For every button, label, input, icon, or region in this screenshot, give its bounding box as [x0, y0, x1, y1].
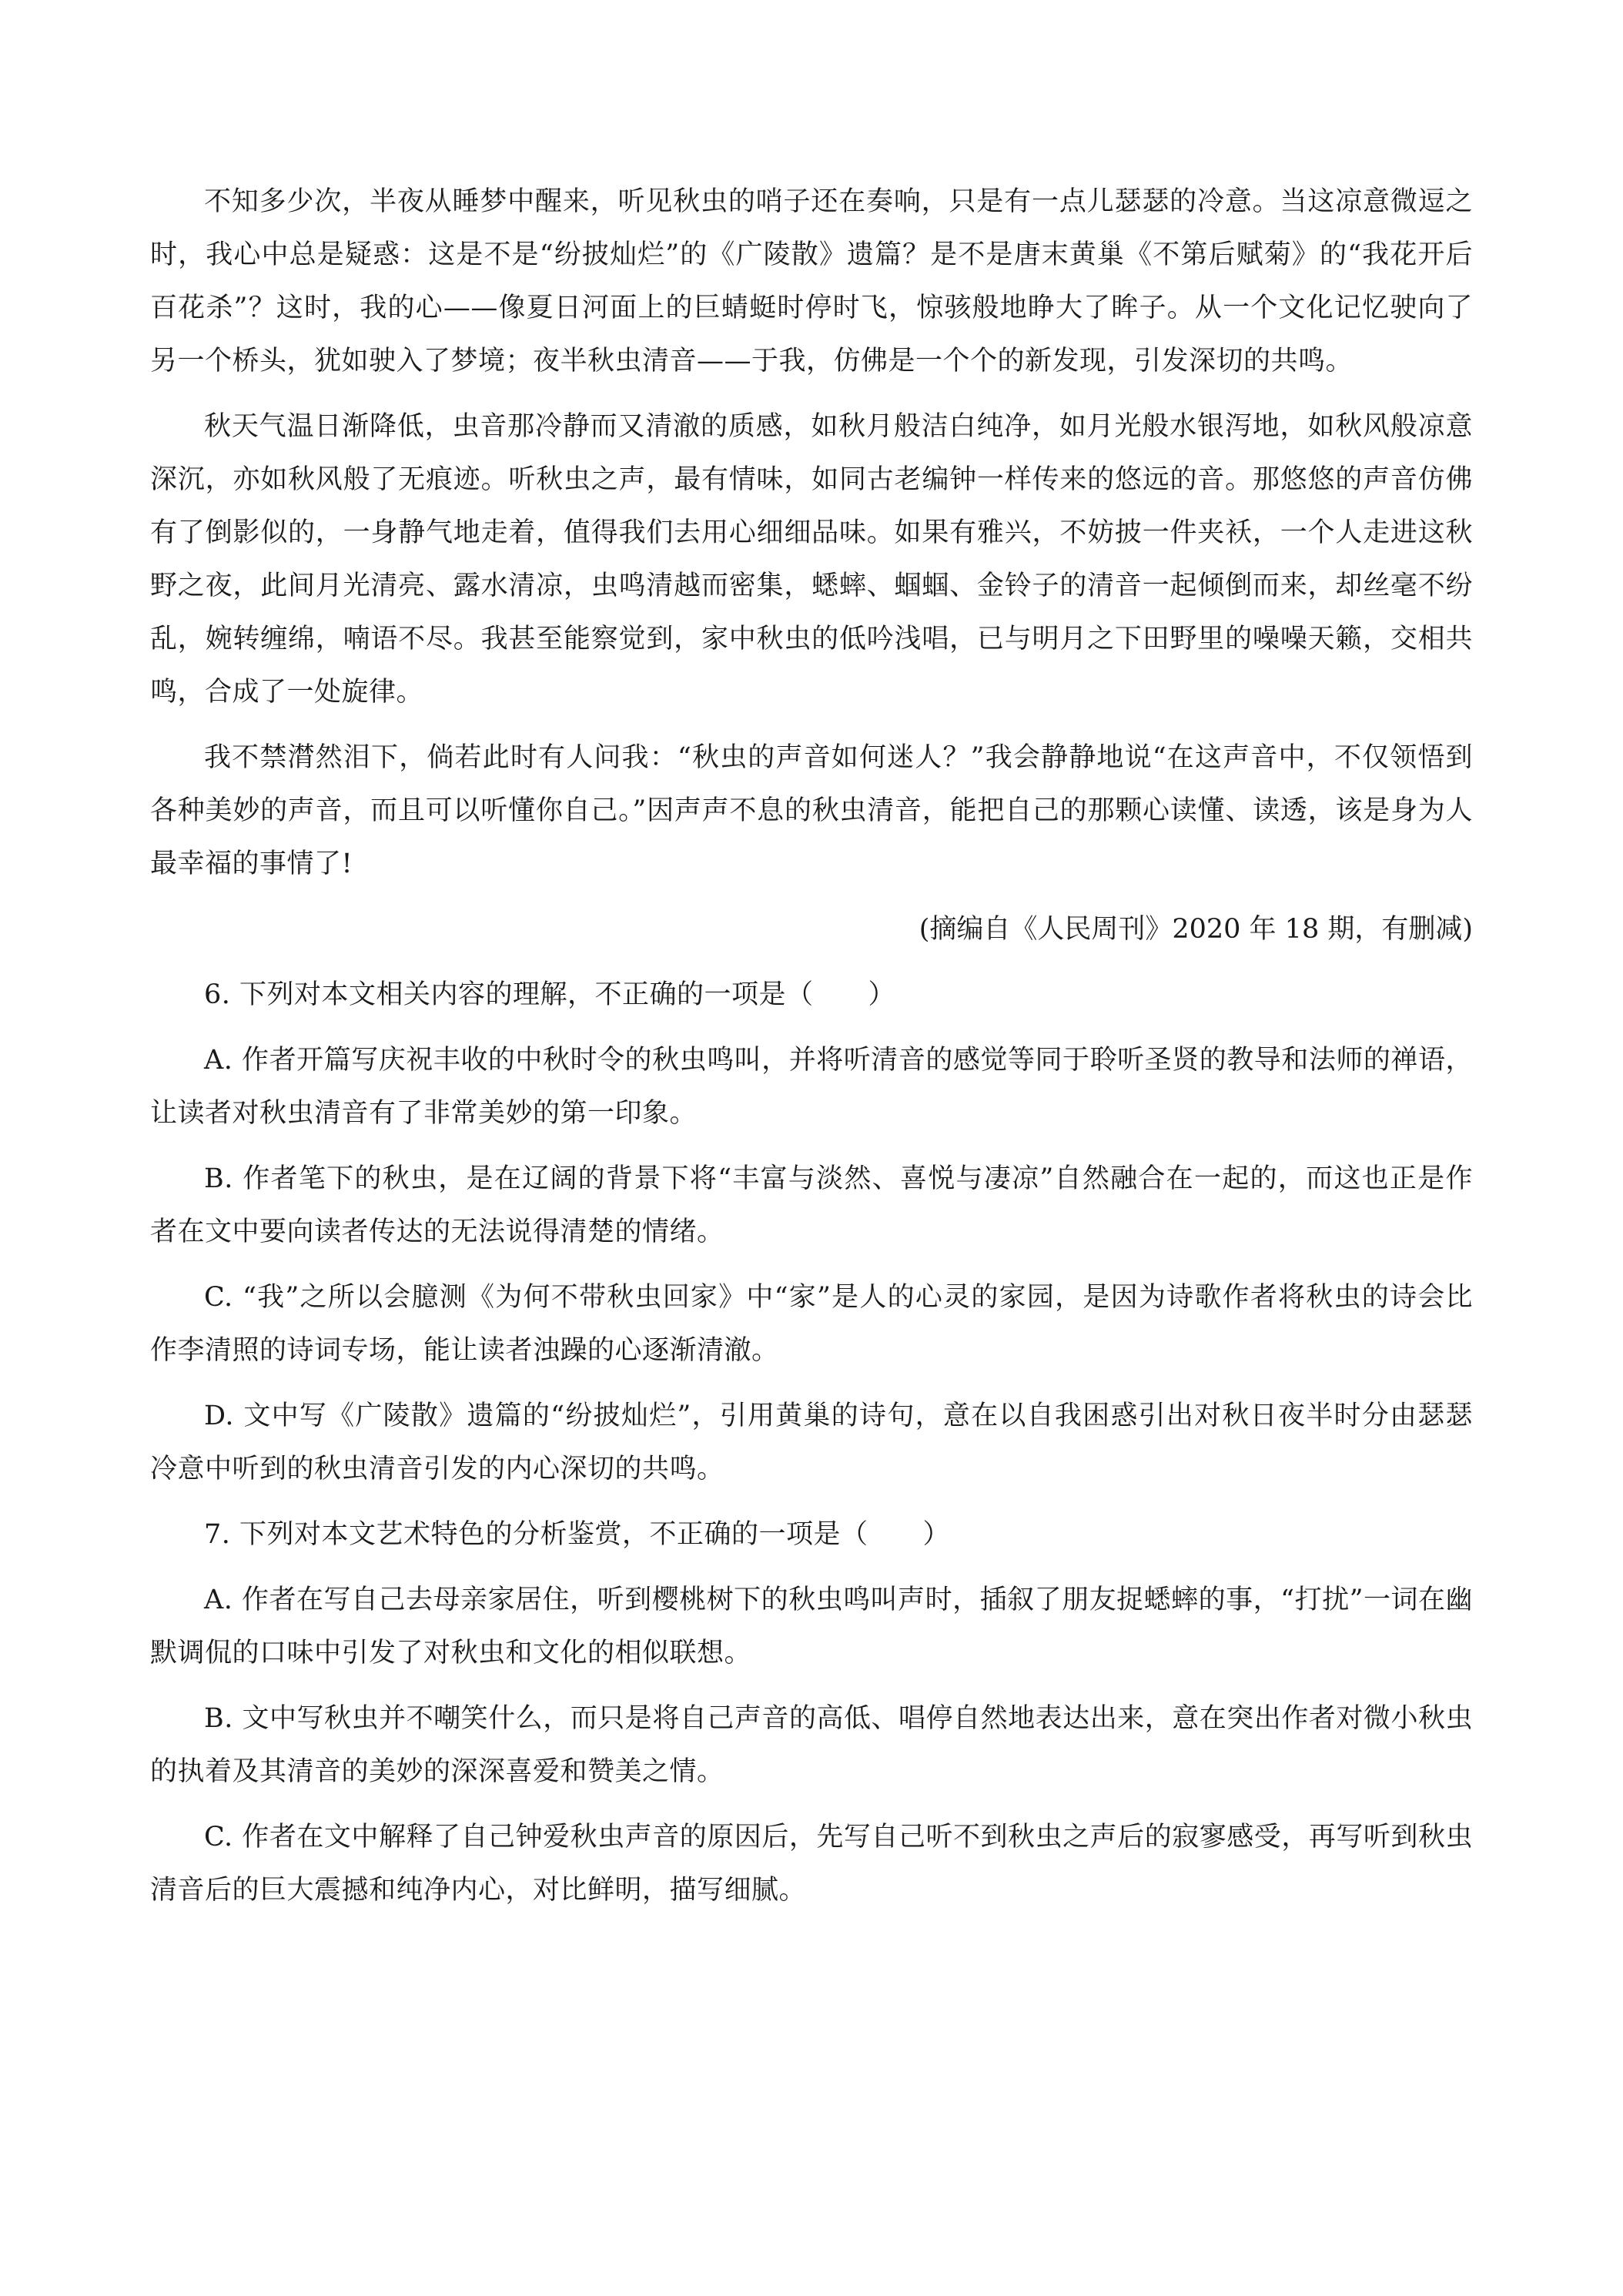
option-c: C. 作者在文中解释了自己钟爱秋虫声音的原因后，先写自己听不到秋虫之声后的寂寥感受，再写听到秋虫清音后的巨大震撼和纯净内心，对比鲜明，描写细腻。	[150, 1822, 1473, 1906]
passage	[150, 176, 1473, 956]
option-a: A. 作者开篇写庆祝丰收的中秋时令的秋虫鸣叫，并将听清音的感觉等同于聆听圣贤的教导和法师的禅语，让读者对秋虫清音有了非常美妙的第一印象。	[150, 1045, 1473, 1129]
question-7	[150, 1508, 1473, 1917]
passage-paragraph: 秋天气温日渐降低，虫音那冷静而又清澈的质感，如秋月般洁白纯净，如月光般水银泻地，如秋风般凉意深沉，亦如秋风般了无痕迹。听秋虫之声，最有情味，如同古老编钟一样传来的悠远的音。那悠悠的声音仿佛有了倒影似的，一身静气地走着，值得我们去用心细细品味。如果有雅兴，不妨披一件夹袄，一个人走进这秋野之夜，此间月光清亮、露水清凉，虫鸣清越而密集，蟋蟀、蝈蝈、金铃子的清音一起倾倒而来，却丝毫不纷乱，婉转缠绵，喃语不尽。我甚至能察觉到，家中秋虫的低吟浅唱，已与明月之下田野里的噪噪天籁，交相共鸣，合成了一处旋律。	[150, 411, 1473, 708]
option-d: D. 文中写《广陵散》遗篇的“纷披灿烂”，引用黄巢的诗句，意在以自我困惑引出对秋日夜半时分由瑟瑟冷意中听到的秋虫清音引发的内心深切的共鸣。	[150, 1401, 1473, 1484]
option-b: B. 作者笔下的秋虫，是在辽阔的背景下将“丰富与淡然、喜悦与凄凉”自然融合在一起的，而这也正是作者在文中要向读者传达的无法说得清楚的情绪。	[150, 1163, 1473, 1247]
question-stem: 7. 下列对本文艺术特色的分析鉴赏，不正确的一项是（ ）	[204, 1519, 951, 1550]
document-page	[150, 176, 1473, 1917]
passage-source: (摘编自《人民周刊》2020 年 18 期，有删减)	[919, 914, 1473, 945]
option-a: A. 作者在写自己去母亲家居住，听到樱桃树下的秋虫鸣叫声时，插叙了朋友捉蟋蟀的事，“打扰”一词在幽默调侃的口味中引发了对秋虫和文化的相似联想。	[150, 1585, 1473, 1668]
passage-paragraph: 不知多少次，半夜从睡梦中醒来，听见秋虫的哨子还在奏响，只是有一点儿瑟瑟的冷意。当这凉意微逗之时，我心中总是疑惑：这是不是“纷披灿烂”的《广陵散》遗篇？是不是唐末黄巢《不第后赋菊》的“我花开后百花杀”？这时，我的心——像夏日河面上的巨蜻蜓时停时飞，惊骇般地睁大了眸子。从一个文化记忆驶向了另一个桥头，犹如驶入了梦境；夜半秋虫清音——于我，仿佛是一个个的新发现，引发深切的共鸣。	[150, 186, 1473, 377]
option-b: B. 文中写秋虫并不嘲笑什么，而只是将自己声音的高低、唱停自然地表达出来，意在突出作者对微小秋虫的执着及其清音的美妙的深深喜爱和赞美之情。	[150, 1703, 1473, 1787]
question-6	[150, 969, 1473, 1496]
passage-paragraph: 我不禁潸然泪下，倘若此时有人问我：“秋虫的声音如何迷人？”我会静静地说“在这声音中，不仅领悟到各种美妙的声音，而且可以听懂你自己。”因声声不息的秋虫清音，能把自己的那颗心读懂、读透，该是身为人最幸福的事情了!	[150, 742, 1473, 879]
option-c: C. “我”之所以会臆测《为何不带秋虫回家》中“家”是人的心灵的家园，是因为诗歌作者将秋虫的诗会比作李清照的诗词专场，能让读者浊躁的心逐渐清澈。	[150, 1282, 1473, 1366]
question-stem: 6. 下列对本文相关内容的理解，不正确的一项是（ ）	[204, 979, 896, 1010]
